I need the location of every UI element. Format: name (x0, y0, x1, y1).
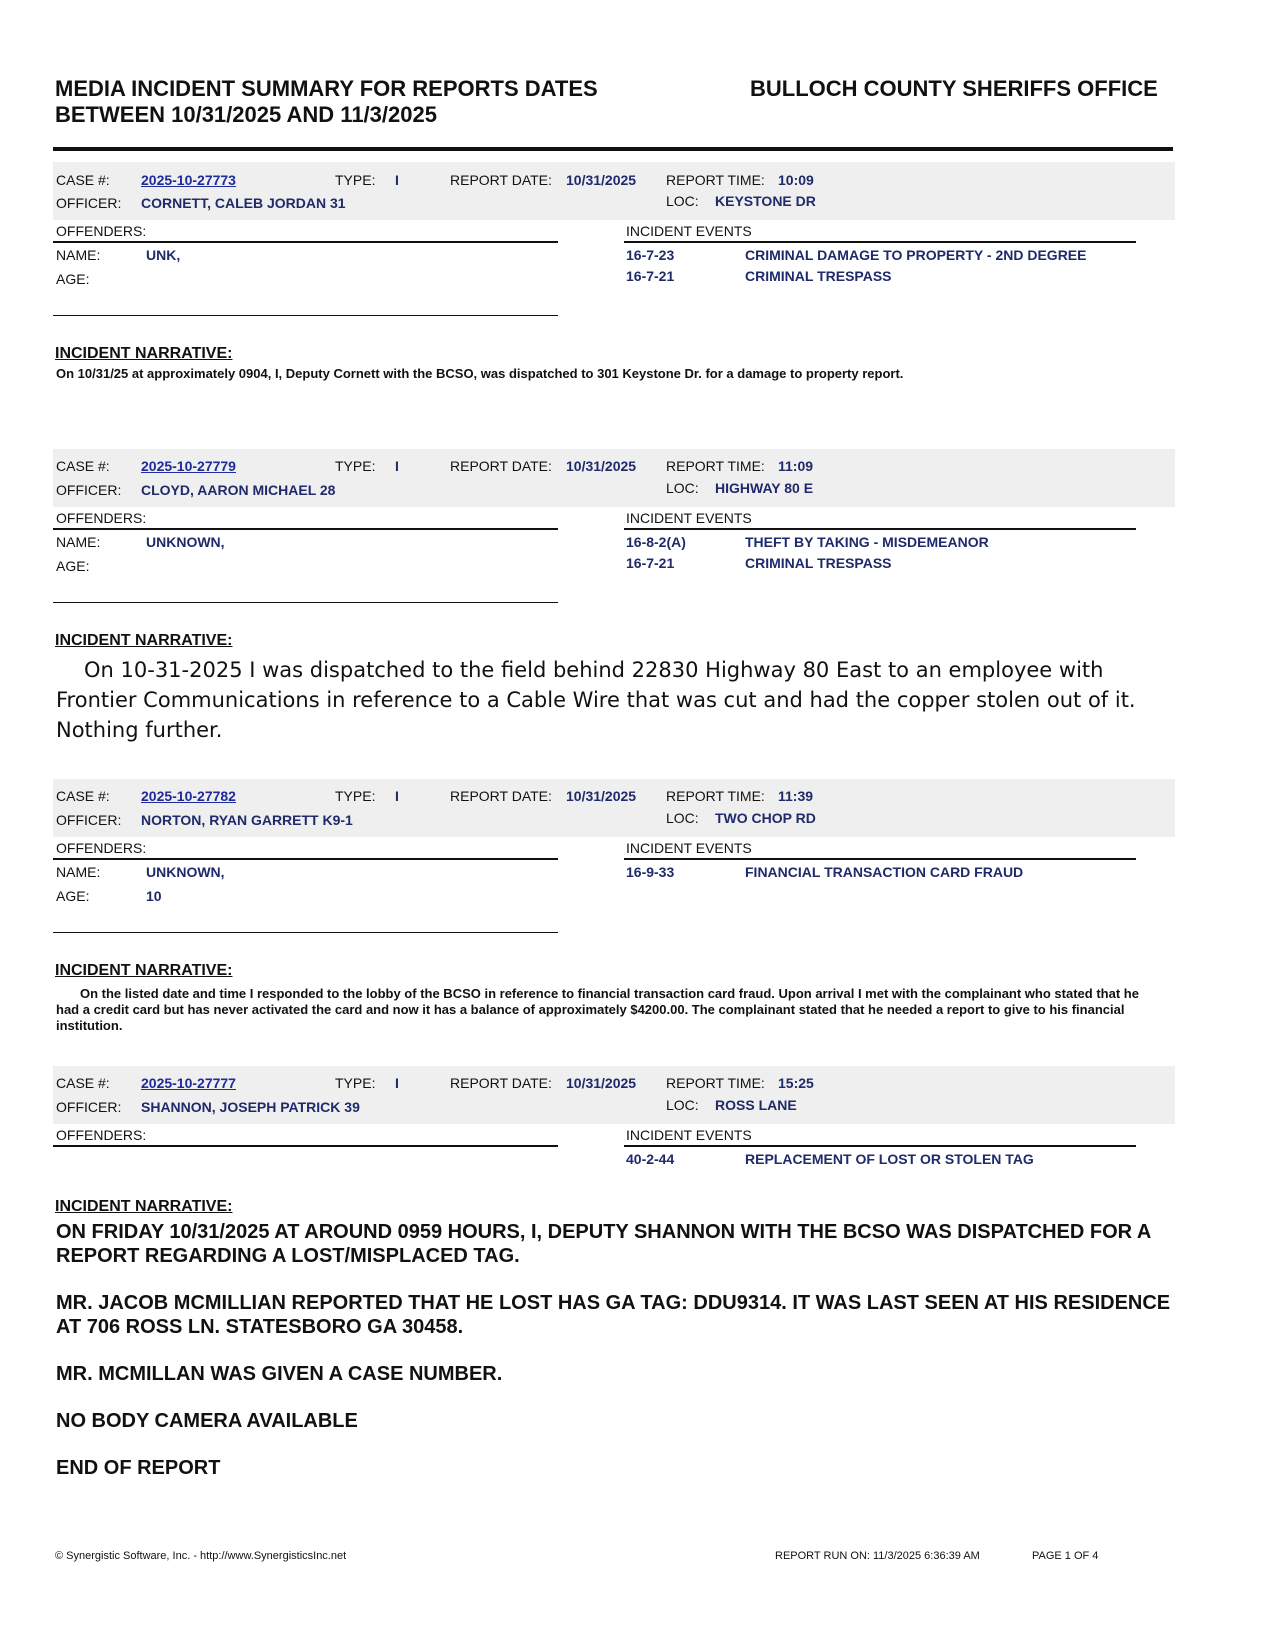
officer-value: NORTON, RYAN GARRETT K9-1 (141, 812, 353, 828)
agency-name: BULLOCH COUNTY SHERIFFS OFFICE (750, 76, 1158, 101)
report-time-label: REPORT TIME: (666, 788, 765, 804)
name-label: NAME: (56, 247, 101, 263)
offenders-label: OFFENDERS: (56, 510, 147, 526)
officer-label: OFFICER: (56, 1099, 122, 1115)
loc-label: LOC: (666, 193, 699, 209)
type-value: I (395, 1075, 399, 1091)
event-code: 16-7-23 (626, 247, 675, 263)
case-block (53, 779, 1175, 937)
loc-label: LOC: (666, 1097, 699, 1113)
offender-name: UNKNOWN, (146, 864, 225, 880)
age-label: AGE: (56, 271, 90, 287)
report-time-value: 11:09 (778, 458, 814, 474)
events-rule (624, 1145, 1136, 1147)
report-date-value: 10/31/2025 (566, 172, 637, 188)
case-details (53, 220, 1175, 320)
offenders-rule (53, 858, 558, 860)
incident-events-label: INCIDENT EVENTS (626, 840, 752, 856)
case-block (53, 1066, 1175, 1174)
offender-age: 10 (146, 888, 162, 904)
offenders-rule (53, 241, 558, 243)
officer-value: SHANNON, JOSEPH PATRICK 39 (141, 1099, 360, 1115)
officer-value: CORNETT, CALEB JORDAN 31 (141, 195, 346, 211)
case-details (53, 1124, 1175, 1174)
type-value: I (395, 788, 399, 804)
event-code: 16-8-2(A) (626, 534, 686, 550)
events-rule (624, 241, 1136, 243)
case-details (53, 507, 1175, 607)
report-date-label: REPORT DATE: (450, 788, 552, 804)
offender-bottom-rule (53, 932, 558, 933)
event-code: 16-9-33 (626, 864, 675, 880)
narrative-paragraph: MR. MCMILLAN WAS GIVEN A CASE NUMBER. (56, 1363, 503, 1385)
narrative-heading: INCIDENT NARRATIVE: (55, 1198, 233, 1215)
incident-events-label: INCIDENT EVENTS (626, 223, 752, 239)
case-details (53, 837, 1175, 937)
event-code: 16-7-21 (626, 268, 675, 284)
narrative-heading: INCIDENT NARRATIVE: (55, 345, 233, 362)
event-code: 16-7-21 (626, 555, 675, 571)
report-date-label: REPORT DATE: (450, 172, 552, 188)
type-label: TYPE: (335, 788, 376, 804)
event-description: CRIMINAL TRESPASS (745, 555, 892, 571)
report-time-label: REPORT TIME: (666, 172, 765, 188)
event-description: REPLACEMENT OF LOST OR STOLEN TAG (745, 1151, 1034, 1167)
type-label: TYPE: (335, 172, 376, 188)
type-value: I (395, 172, 399, 188)
name-label: NAME: (56, 534, 101, 550)
offenders-label: OFFENDERS: (56, 1127, 147, 1143)
type-label: TYPE: (335, 1075, 376, 1091)
type-label: TYPE: (335, 458, 376, 474)
narrative-paragraph: ON FRIDAY 10/31/2025 AT AROUND 0959 HOURS, I, DEPUTY SHANNON WITH THE BCSO WAS DISPATCHED FOR A REPORT REGARDING A LOST/MISPLACED TAG. (56, 1221, 1151, 1267)
offenders-label: OFFENDERS: (56, 840, 147, 856)
offender-name: UNKNOWN, (146, 534, 225, 550)
offender-bottom-rule (53, 602, 558, 603)
incident-events-label: INCIDENT EVENTS (626, 1127, 752, 1143)
report-date-value: 10/31/2025 (566, 458, 637, 474)
event-description: CRIMINAL DAMAGE TO PROPERTY - 2ND DEGREE (745, 247, 1087, 263)
age-label: AGE: (56, 888, 90, 904)
officer-label: OFFICER: (56, 812, 122, 828)
narrative-text (56, 1220, 1176, 1503)
event-description: FINANCIAL TRANSACTION CARD FRAUD (745, 864, 1024, 880)
narrative-text: On 10/31/25 at approximately 0904, I, Deputy Cornett with the BCSO, was dispatched to 301 Keystone Dr. for a damage to property report. (56, 366, 904, 381)
narrative-text: On the listed date and time I responded to the lobby of the BCSO in reference to financial transaction card fraud. Upon arrival I met with the complainant who stated that he had a credit card but has never activated the card and now it has a balance of approximately $4200.00. The complainant stated that he needed a report to give to his financial institution. (56, 986, 1139, 1033)
name-label: NAME: (56, 864, 101, 880)
footer-report-run: REPORT RUN ON: 11/3/2025 6:36:39 AM (775, 1550, 980, 1562)
case-label: CASE #: (56, 458, 110, 474)
case-number-link[interactable]: 2025-10-27773 (141, 172, 236, 188)
loc-value: ROSS LANE (715, 1097, 797, 1113)
narrative-heading: INCIDENT NARRATIVE: (55, 962, 233, 979)
loc-label: LOC: (666, 480, 699, 496)
case-block (53, 162, 1175, 320)
case-label: CASE #: (56, 1075, 110, 1091)
case-header-band (53, 162, 1175, 220)
header-divider (53, 147, 1173, 151)
case-header-band (53, 1066, 1175, 1124)
report-date-value: 10/31/2025 (566, 1075, 637, 1091)
events-rule (624, 528, 1136, 530)
report-date-label: REPORT DATE: (450, 458, 552, 474)
incident-events-label: INCIDENT EVENTS (626, 510, 752, 526)
loc-value: TWO CHOP RD (715, 810, 816, 826)
offender-bottom-rule (53, 315, 558, 316)
case-header-band (53, 779, 1175, 837)
event-code: 40-2-44 (626, 1151, 675, 1167)
offender-name: UNK, (146, 247, 181, 263)
narrative-text: On 10-31-2025 I was dispatched to the field behind 22830 Highway 80 East to an employee with Frontier Communications in reference to a Cable Wire that was cut and had the copper stolen out of it. Nothing further. (56, 658, 1136, 742)
event-description: THEFT BY TAKING - MISDEMEANOR (745, 534, 989, 550)
narrative-paragraph: MR. JACOB MCMILLIAN REPORTED THAT HE LOST HAS GA TAG: DDU9314. IT WAS LAST SEEN AT HIS RESIDENCE AT 706 ROSS LN. STATESBORO GA 30458. (56, 1292, 1171, 1338)
case-number-link[interactable]: 2025-10-27782 (141, 788, 236, 804)
case-block (53, 449, 1175, 607)
offenders-rule (53, 528, 558, 530)
officer-label: OFFICER: (56, 195, 122, 211)
age-label: AGE: (56, 558, 90, 574)
report-date-value: 10/31/2025 (566, 788, 637, 804)
loc-value: HIGHWAY 80 E (715, 480, 814, 496)
case-header-band (53, 449, 1175, 507)
footer-copyright: © Synergistic Software, Inc. - http://www.SynergisticsInc.net (55, 1550, 347, 1562)
narrative-paragraph: NO BODY CAMERA AVAILABLE (56, 1410, 358, 1432)
case-number-link[interactable]: 2025-10-27779 (141, 458, 236, 474)
report-time-label: REPORT TIME: (666, 458, 765, 474)
case-label: CASE #: (56, 172, 110, 188)
report-time-value: 10:09 (778, 172, 814, 188)
event-description: CRIMINAL TRESPASS (745, 268, 892, 284)
offenders-label: OFFENDERS: (56, 223, 147, 239)
narrative-heading: INCIDENT NARRATIVE: (55, 632, 233, 649)
case-label: CASE #: (56, 788, 110, 804)
report-title: MEDIA INCIDENT SUMMARY FOR REPORTS DATES BETWEEN 10/31/2025 AND 11/3/2025 (55, 76, 598, 127)
report-date-label: REPORT DATE: (450, 1075, 552, 1091)
loc-value: KEYSTONE DR (715, 193, 816, 209)
report-time-value: 11:39 (778, 788, 814, 804)
footer-page-number: PAGE 1 OF 4 (1032, 1550, 1099, 1562)
events-rule (624, 858, 1136, 860)
report-time-label: REPORT TIME: (666, 1075, 765, 1091)
officer-label: OFFICER: (56, 482, 122, 498)
officer-value: CLOYD, AARON MICHAEL 28 (141, 482, 336, 498)
case-number-link[interactable]: 2025-10-27777 (141, 1075, 236, 1091)
loc-label: LOC: (666, 810, 699, 826)
narrative-paragraph: END OF REPORT (56, 1457, 221, 1479)
report-time-value: 15:25 (778, 1075, 814, 1091)
offenders-rule (53, 1145, 558, 1147)
type-value: I (395, 458, 399, 474)
